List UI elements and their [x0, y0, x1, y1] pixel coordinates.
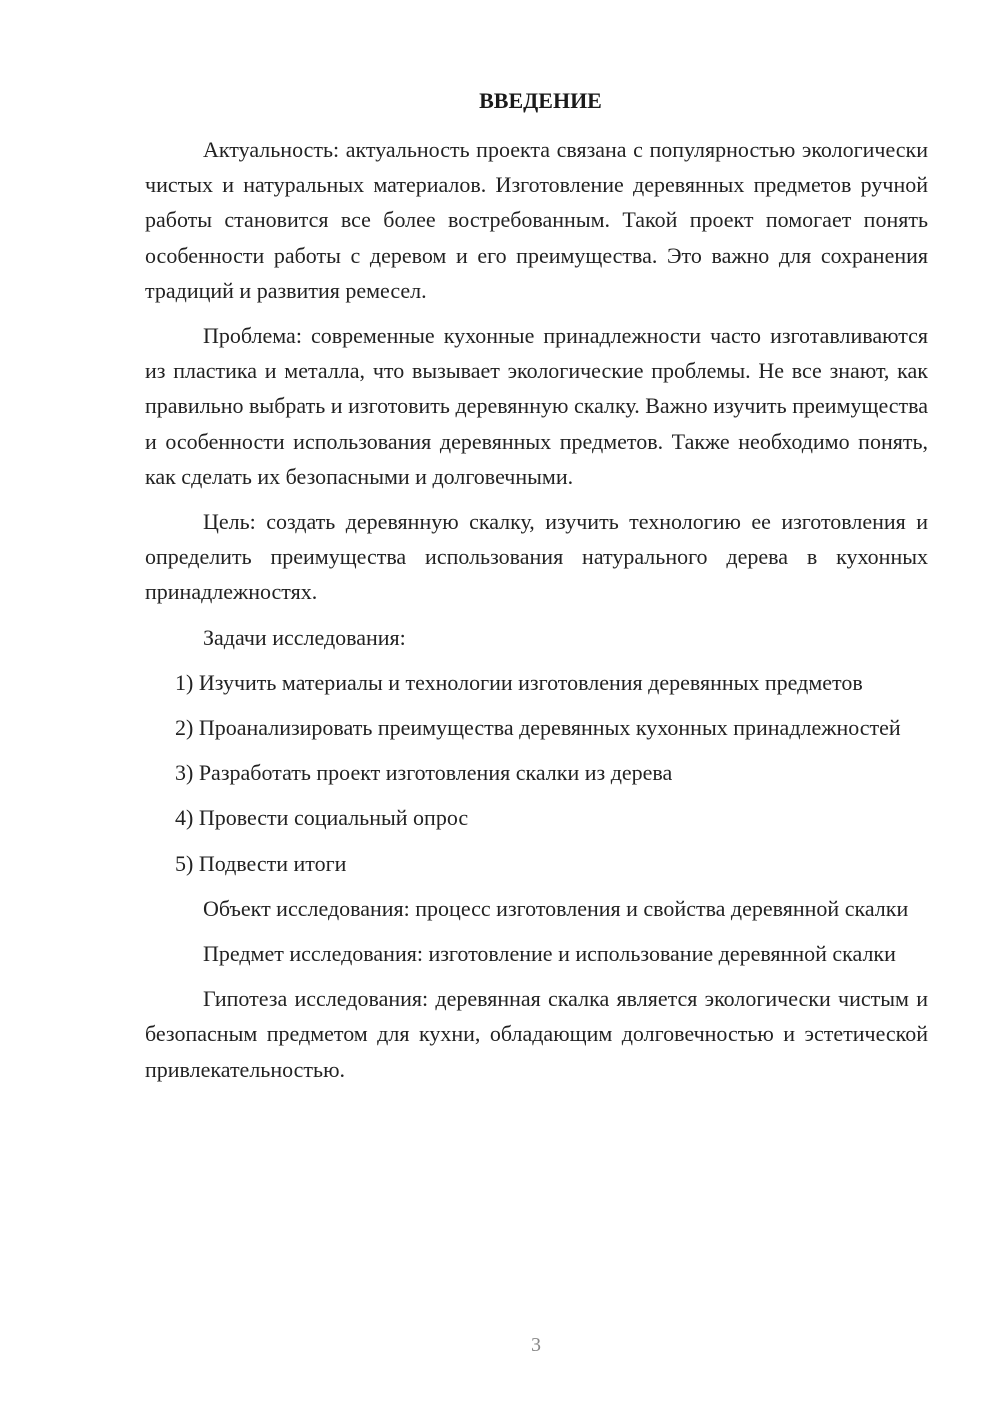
- page-title: ВВЕДЕНИЕ: [479, 88, 602, 113]
- paragraph-object: Объект исследования: процесс изготовления и свойства деревянной скалки: [203, 895, 909, 921]
- task-item-5: 5) Подвести итоги: [175, 850, 347, 876]
- task-item-1: 1) Изучить материалы и технологии изготовления деревянных предметов: [175, 669, 863, 695]
- task-item-2: 2) Проанализировать преимущества деревянных кухонных принадлежностей: [175, 715, 901, 741]
- task-item-3: 3) Разработать проект изготовления скалки из дерева: [175, 760, 673, 786]
- paragraph-subject: Предмет исследования: изготовление и использование деревянной скалки: [203, 941, 896, 967]
- paragraph-problem: Проблема: современные кухонные принадлежности часто изготавливаются из пластика и металла, что вызывает экологические проблемы. Не все знают, как правильно выбрать и изготовить деревянную скалку. Важно изучить преимущества и особенности использования деревянных предметов. Также необходимо понять, как сделать их безопасными и долговечными.: [145, 323, 928, 489]
- paragraph-goal: Цель: создать деревянную скалку, изучить технологию ее изготовления и определить преимущества использования натурального дерева в кухонных принадлежностях.: [145, 509, 928, 605]
- paragraph-hypothesis: Гипотеза исследования: деревянная скалка является экологически чистым и безопасным предметом для кухни, обладающим долговечностью и эстетической привлекательностью.: [145, 986, 928, 1082]
- document-page: [145, 88, 928, 1097]
- task-item-4: 4) Провести социальный опрос: [175, 805, 469, 831]
- page-number: 3: [531, 1334, 541, 1356]
- paragraph-relevance: Актуальность: актуальность проекта связана с популярностью экологически чистых и натуральных материалов. Изготовление деревянных предметов ручной работы становится все более востребованным. Такой проект помогает понять особенности работы с деревом и его преимущества. Это важно для сохранения традиций и развития ремесел.: [145, 137, 928, 303]
- paragraph-tasks-heading: Задачи исследования:: [203, 624, 406, 650]
